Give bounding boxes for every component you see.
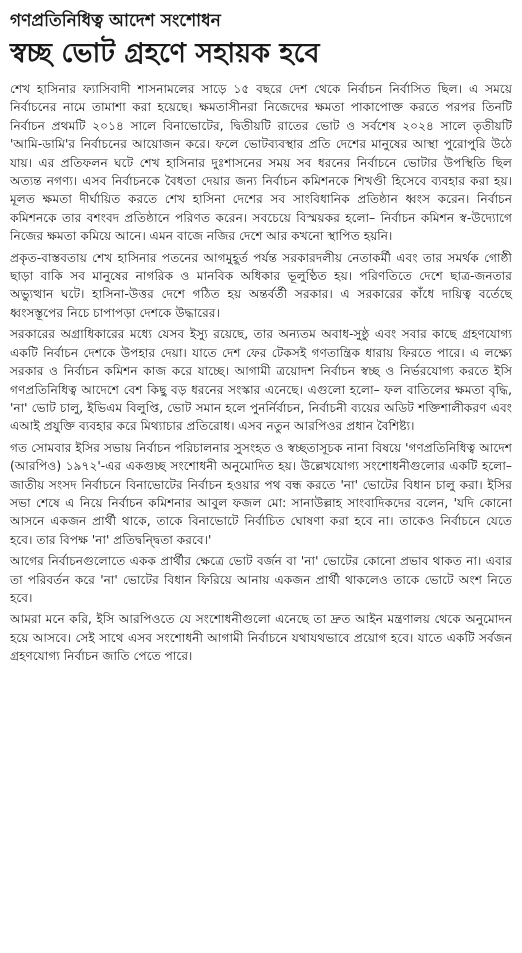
article-paragraph: আমরা মনে করি, ইসি আরপিওতে যে সংশোধনীগুলো এনেছে তা দ্রুত আইন মন্ত্রণালয় থেকে অনুমোদন হয়ে আসবে। সেই সাথে এসব সংশোধনী আগামী নির্বাচনে যথাযথভাবে প্রয়োগ হবে। যাতে একটি সর্বজন গ্রহণযোগ্য নির্বাচন জাতি পেতে পারে। bbox=[10, 612, 512, 664]
article-paragraph: সরকারের অগ্রাধিকারের মধ্যে যেসব ইস্যু রয়েছে, তার অন্যতম অবাধ-সুষ্ঠু এবং সবার কাছে গ্রহণযোগ্য একটি নির্বাচন দেশকে উপহার দেয়া। যাতে দেশ ফের টেকসই গণতান্ত্রিক ধারায় ফিরতে পারে। এ লক্ষ্যে সরকার ও নির্বাচন কমিশন কাজ করে যাচ্ছে। আগামী ত্রয়োদশ নির্বাচন স্বচ্ছ ও নির্ভরযোগ্য করতে ইসি গণপ্রতিনিধিত্ব আদেশে বেশ কিছু বড় ধরনের সংস্কার এনেছে। এগুলো হলো– ফল বাতিলের ক্ষমতা বৃদ্ধি, 'না' ভোট চালু, ইভিএম বিলুপ্তি, ভোট সমান হলে পুনর্নির্বাচন, নির্বাচনী ব্যয়ের অডিট শক্তিশালীকরণ এবং এআই প্রযুক্তি ব্যবহার করে মিথ্যাচার প্রতিরোধ। এসব নতুন আরপিওর প্রধান বৈশিষ্ট্য। bbox=[10, 327, 512, 434]
article-paragraph: আগের নির্বাচনগুলোতে একক প্রার্থীর ক্ষেত্রে ভোট বর্জন বা 'না' ভোটের কোনো প্রভাব থাকত না। এবার তা পরিবর্তন করে 'না' ভোটের বিধান ফিরিয়ে আনায় একজন প্রার্থী থাকলেও তাকে ভোটে অংশ নিতে হবে। bbox=[10, 554, 512, 605]
article-headline: স্বচ্ছ ভোট গ্রহণে সহায়ক হবে bbox=[10, 38, 320, 69]
article-paragraph: গত সোমবার ইসির সভায় নির্বাচন পরিচালনার সুসংহত ও স্বচ্ছতাসূচক নানা বিষয়ে 'গণপ্রতিনিধিত্ব আদেশ (আরপিও) ১৯৭২'-এর একগুচ্ছ সংশোধনী অনুমোদিত হয়। উল্লেখযোগ্য সংশোধনীগুলোর একটি হলো– জাতীয় সংসদ নির্বাচনে বিনাভোটের নির্বাচন হওয়ার পথ বন্ধ করতে 'না' ভোটের বিধান চালু করা। ইসির সভা শেষে এ নিয়ে নির্বাচন কমিশনার আবুল ফজল মো: সানাউল্লাহ সাংবাদিকদের বলেন, 'যদি কোনো আসনে একজন প্রার্থী থাকে, তাকে বিনাভোটে নির্বাচিত ঘোষণা করা হবে না। তাকেও নির্বাচনে যেতে হবে। তার বিপক্ষ 'না' প্রতিদ্বন্দ্বিতা করবে।' bbox=[10, 440, 512, 547]
article-body bbox=[10, 80, 512, 666]
article-kicker: গণপ্রতিনিধিত্ব আদেশ সংশোধন bbox=[10, 11, 221, 31]
article-paragraph: শেখ হাসিনার ফ্যাসিবাদী শাসনামলের সাড়ে ১৫ বছরে দেশ থেকে নির্বাচন নির্বাসিত ছিল। এ সময়ে নির্বাচনের নামে তামাশা করা হয়েছে। ক্ষমতাসীনরা নিজেদের ক্ষমতা পাকাপোক্ত করতে পরপর তিনটি নির্বাচন প্রথমটি ২০১৪ সালে বিনাভোটের, দ্বিতীয়টি রাতের ভোট ও সর্বশেষ ২০২৪ সালে তৃতীয়টি 'আমি-ডামি'র নির্বাচনের আয়োজন করে। ফলে ভোটব্যবস্থার প্রতি দেশের মানুষের আস্থা পুরোপুরি উঠে যায়। এর প্রতিফলন ঘটে শেখ হাসিনার দুঃশাসনের সময় সব ধরনের নির্বাচনে ভোটার উপস্থিতি ছিল অত্যন্ত নগণ্য। এসব নির্বাচনকে বৈধতা দেয়ার জন্য নির্বাচন কমিশনকে শিখণ্ডী হিসেবে ব্যবহার করা হয়। মূলত ক্ষমতা দীর্ঘায়িত করতে শেখ হাসিনা দেশের সব সাংবিধানিক প্রতিষ্ঠান ধ্বংস করেন। নির্বাচন কমিশনকে তার বশংবদ প্রতিষ্ঠানে পরিণত করেন। সবচেয়ে বিস্ময়কর হলো– নির্বাচন কমিশন স্ব-উদ্যোগে নিজের ক্ষমতা কমিয়ে আনে। এমন বাজে নজির দেশে আর কখনো স্থাপিত হয়নি। bbox=[10, 82, 512, 244]
article-paragraph: প্রকৃত-বাস্তবতায় শেখ হাসিনার পতনের আগমুহূর্ত পর্যন্ত সরকারদলীয় নেতাকর্মী এবং তার সমর্থক গোষ্ঠী ছাড়া বাকি সব মানুষের নাগরিক ও মানবিক অধিকার ভূলুণ্ঠিত হয়। পরিণতিতে দেশে ছাত্র-জনতার অভ্যুত্থান ঘটে। হাসিনা-উত্তর দেশে গঠিত হয় অন্তর্বর্তী সরকার। এ সরকারের কাঁধে দায়িত্ব বর্তেছে ধ্বংসস্তূপের নিচে চাপাপড়া দেশকে উদ্ধারের। bbox=[10, 250, 512, 320]
